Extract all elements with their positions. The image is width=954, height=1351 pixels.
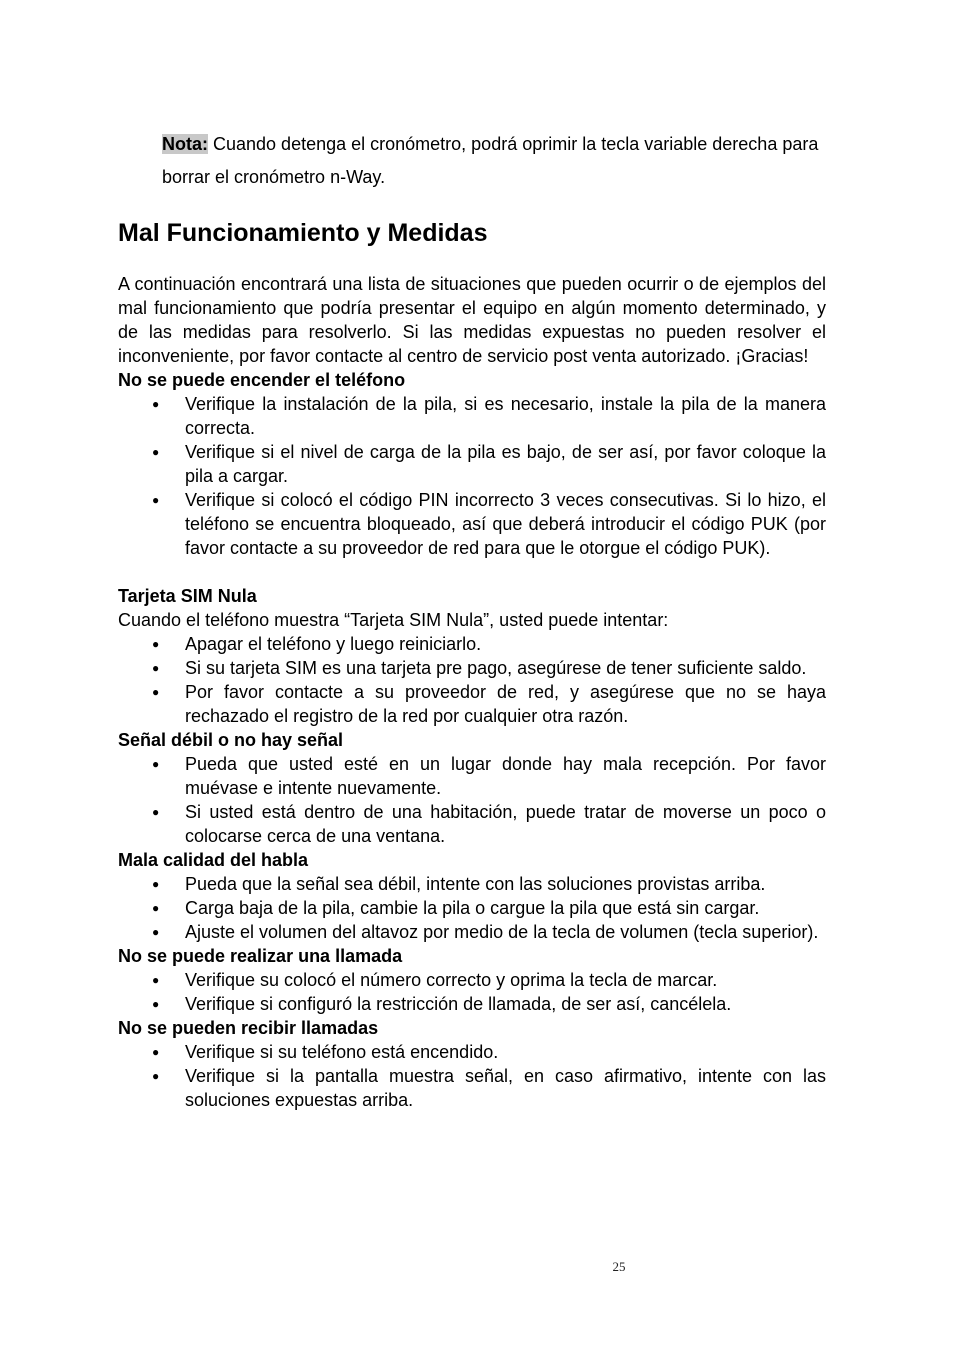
spacer <box>118 560 826 584</box>
section-senal-debil <box>118 728 826 848</box>
item-list <box>118 1040 826 1112</box>
list-item: ● Verifique su colocó el número correcto y oprima la tecla de marcar. <box>152 970 718 990</box>
section-calidad-habla <box>118 848 826 944</box>
list-item: ● Verifique si configuró la restricción de llamada, de ser así, cancélela. <box>152 994 732 1014</box>
bullet-icon: ● <box>152 685 160 699</box>
list-item: ● Verifique si la pantalla muestra señal, en caso afirmativo, intente con las soluciones expuestas arriba. <box>152 1066 826 1110</box>
intro-paragraph: A continuación encontrará una lista de situaciones que pueden ocurrir o de ejemplos del mal funcionamiento que podría presentar el equipo en algún momento determinado, y de las medidas para resolverlo. Si las medidas expuestas no pueden resolver el inconveniente, por favor contacte al centro de servicio post venta autorizado. ¡Gracias! <box>118 274 826 366</box>
section-title: No se pueden recibir llamadas <box>118 1018 379 1038</box>
note-text: Cuando detenga el cronómetro, podrá oprimir la tecla variable derecha para borrar el cronómetro n-Way. <box>162 134 819 187</box>
list-item: ● Verifique si el nivel de carga de la pila es bajo, de ser así, por favor coloque la pila a cargar. <box>152 442 826 486</box>
list-item: ● Ajuste el volumen del altavoz por medio de la tecla de volumen (tecla superior). <box>152 922 819 942</box>
bullet-icon: ● <box>152 445 160 459</box>
bullet-icon: ● <box>152 1069 160 1083</box>
section-title: Señal débil o no hay señal <box>118 730 344 750</box>
bullet-icon: ● <box>152 877 160 891</box>
list-item: ● Verifique si su teléfono está encendido. <box>152 1042 499 1062</box>
list-item: ● Pueda que la señal sea débil, intente con las soluciones provistas arriba. <box>152 874 766 894</box>
bullet-icon: ● <box>152 757 160 771</box>
item-list <box>118 632 826 728</box>
bullet-icon: ● <box>152 973 160 987</box>
note-label: Nota: <box>162 134 208 154</box>
page-number: 25 <box>612 1259 626 1274</box>
bullet-icon: ● <box>152 397 160 411</box>
section-no-enciende <box>118 368 826 560</box>
section-recibir-llamadas <box>118 1016 826 1112</box>
section-title: No se puede encender el teléfono <box>118 370 406 390</box>
item-list <box>118 392 826 560</box>
list-item: ● Apagar el teléfono y luego reiniciarlo. <box>152 634 482 654</box>
bullet-icon: ● <box>152 925 160 939</box>
section-heading: Mal Funcionamiento y Medidas <box>118 219 488 247</box>
list-item: ● Por favor contacte a su proveedor de red, y asegúrese que no se haya rechazado el registro de la red por cualquier otra razón. <box>152 682 826 726</box>
bullet-icon: ● <box>152 901 160 915</box>
bullet-icon: ● <box>152 661 160 675</box>
section-sim-nula <box>118 584 826 728</box>
item-list <box>118 752 826 848</box>
list-item: ● Si su tarjeta SIM es una tarjeta pre pago, asegúrese de tener suficiente saldo. <box>152 658 807 678</box>
item-list <box>118 872 826 944</box>
bullet-icon: ● <box>152 805 160 819</box>
note-paragraph <box>162 128 832 194</box>
list-item: ● Verifique la instalación de la pila, si es necesario, instale la pila de la manera correcta. <box>152 394 826 438</box>
list-item: ● Carga baja de la pila, cambie la pila o cargue la pila que está sin cargar. <box>152 898 760 918</box>
section-title: No se puede realizar una llamada <box>118 946 403 966</box>
list-item: ● Pueda que usted esté en un lugar donde hay mala recepción. Por favor muévase e intente nuevamente. <box>152 754 826 798</box>
list-item: ● Verifique si colocó el código PIN incorrecto 3 veces consecutivas. Si lo hizo, el teléfono se encuentra bloqueado, así que deberá introducir el código PUK (por favor contacte a su proveedor de red para que le otorgue el código PUK). <box>152 490 826 558</box>
section-lead: Cuando el teléfono muestra “Tarjeta SIM Nula”, usted puede intentar: <box>118 610 669 630</box>
document-body <box>118 272 826 1112</box>
section-title: Mala calidad del habla <box>118 850 309 870</box>
bullet-icon: ● <box>152 637 160 651</box>
item-list <box>118 968 826 1016</box>
bullet-icon: ● <box>152 493 160 507</box>
section-realizar-llamada <box>118 944 826 1016</box>
section-title: Tarjeta SIM Nula <box>118 586 257 606</box>
list-item: ● Si usted está dentro de una habitación, puede tratar de moverse un poco o colocarse cerca de una ventana. <box>152 802 826 846</box>
bullet-icon: ● <box>152 997 160 1011</box>
bullet-icon: ● <box>152 1045 160 1059</box>
